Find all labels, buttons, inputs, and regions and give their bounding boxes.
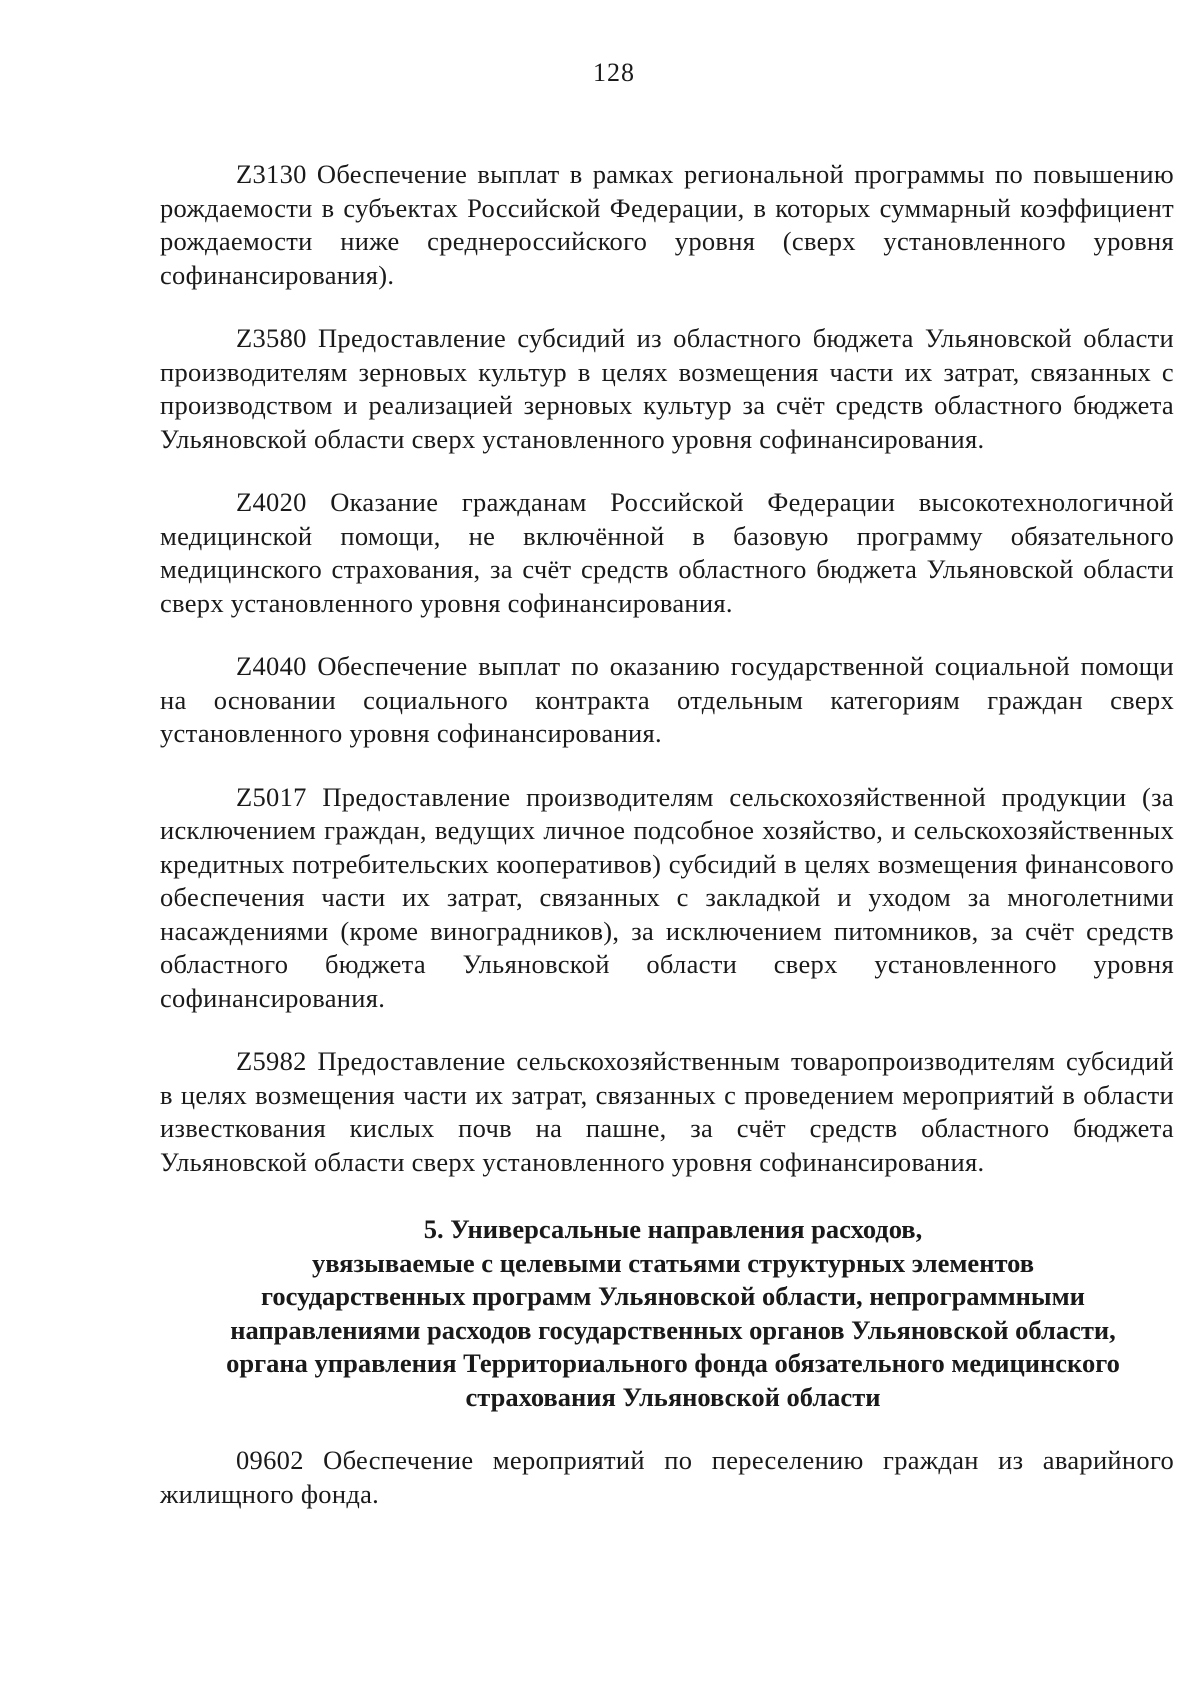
paragraph-z3130: Z3130 Обеспечение выплат в рамках региональной программы по повышению рождаемости в субъектах Российской Федерации, в которых суммарный коэффициент рождаемости ниже среднероссийского уровня (сверх установленного уровня софинансирования). — [160, 159, 1174, 290]
section-heading-line: государственных программ Ульяновской области, непрограммными — [261, 1281, 1085, 1311]
page-number: 128 — [593, 58, 635, 87]
section-heading-line: 5. Универсальные направления расходов, — [423, 1214, 923, 1244]
document-body — [160, 158, 1174, 1511]
paragraph-09602: 09602 Обеспечение мероприятий по переселению граждан из аварийного жилищного фонда. — [160, 1445, 1174, 1509]
paragraph-z5017: Z5017 Предоставление производителям сельскохозяйственной продукции (за исключением граждан, ведущих личное подсобное хозяйство, и сельскохозяйственных кредитных потребительских кооперативов) субсидий в целях возмещения финансового обеспечения части их затрат, связанных с закладкой и уходом за многолетними насаждениями (кроме виноградников), за исключением питомников, за счёт средств областного бюджета Ульяновской области сверх установленного уровня софинансирования. — [160, 781, 1174, 1013]
section-heading-line: страхования Ульяновской области — [465, 1381, 881, 1412]
section-heading-line: увязываемые с целевыми статьями структурных элементов — [311, 1247, 1035, 1278]
section-heading-line: направлениями расходов государственных органов Ульяновской области, — [230, 1314, 1116, 1345]
section-heading-line: органа управления Территориального фонда обязательного медицинского — [226, 1348, 1120, 1378]
paragraph-z4020: Z4020 Оказание гражданам Российской Федерации высокотехнологичной медицинской помощи, не включённой в базовую программу обязательного медицинского страхования, за счёт средств областного бюджета Ульяновской области сверх установленного уровня софинансирования. — [160, 487, 1174, 618]
paragraph-z4040: Z4040 Обеспечение выплат по оказанию государственной социальной помощи на основании социального контракта отдельным категориям граждан сверх установленного уровня софинансирования. — [160, 651, 1174, 748]
paragraph-z5982: Z5982 Предоставление сельскохозяйственным товаропроизводителям субсидий в целях возмещения части их затрат, связанных с проведением мероприятий в области известкования кислых почв на пашне, за счёт средств областного бюджета Ульяновской области сверх установленного уровня софинансирования. — [160, 1046, 1174, 1177]
section-heading — [160, 1213, 1174, 1414]
paragraph-z3580: Z3580 Предоставление субсидий из областного бюджета Ульяновской области производителям зерновых культур в целях возмещения части их затрат, связанных с производством и реализацией зерновых культур за счёт средств областного бюджета Ульяновской области сверх установленного уровня софинансирования. — [160, 323, 1174, 454]
